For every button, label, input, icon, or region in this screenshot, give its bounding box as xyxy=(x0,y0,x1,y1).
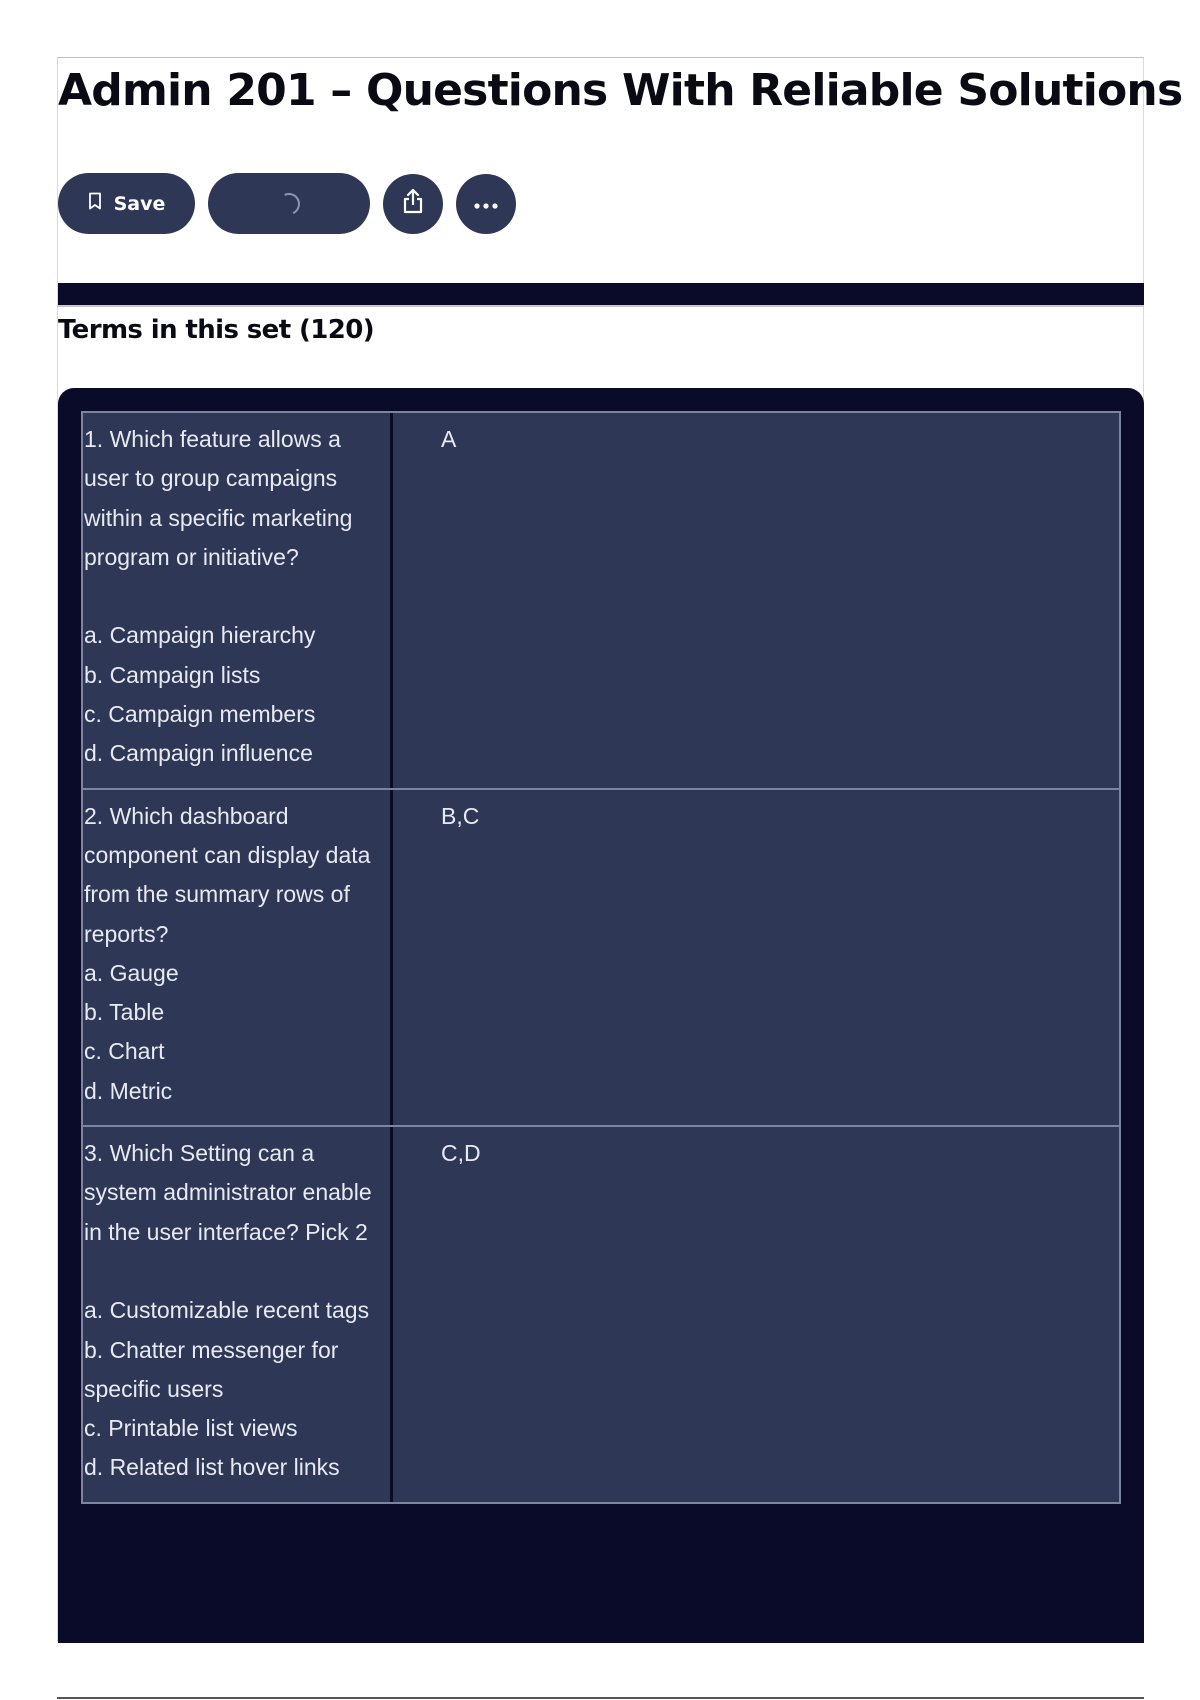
save-button-label: Save xyxy=(113,192,166,215)
term-answer: C,D xyxy=(441,1140,481,1167)
section-divider-line xyxy=(58,305,1144,307)
share-icon xyxy=(400,187,426,220)
save-button[interactable] xyxy=(58,173,195,234)
term-question: 1. Which feature allows a user to group campaigns within a specific marketing program or initiative? a. Campaign hierarchy b. Campaign lists c. Campaign members d. Campaign influence xyxy=(83,413,393,788)
page-title: Admin 201 – Questions With Reliable Solutions xyxy=(58,65,1183,116)
spinner-icon xyxy=(275,189,303,217)
terms-list xyxy=(81,411,1121,1502)
section-divider xyxy=(58,283,1144,305)
bookmark-icon xyxy=(88,192,102,215)
term-question: 2. Which dashboard component can display data from the summary rows of reports? a. Gauge b. Table c. Chart d. Metric xyxy=(83,790,393,1125)
term-answer: B,C xyxy=(441,802,480,829)
more-options-button[interactable] xyxy=(456,174,516,234)
term-answer: A xyxy=(441,426,457,452)
toolbar xyxy=(58,173,516,234)
terms-heading: Terms in this set (120) xyxy=(58,315,375,345)
term-card[interactable] xyxy=(81,411,1121,790)
bottom-rule xyxy=(57,1697,1144,1699)
term-card[interactable] xyxy=(81,788,1121,1127)
share-button[interactable] xyxy=(383,174,443,234)
term-question: 3. Which Setting can a system administrator enable in the user interface? Pick 2 a. Customizable recent tags b. Chatter messenger for specific users c. Printable list views d. Related list hover links xyxy=(83,1127,393,1502)
loading-button[interactable] xyxy=(208,173,370,234)
term-card[interactable] xyxy=(81,1125,1121,1504)
more-icon xyxy=(472,193,500,215)
